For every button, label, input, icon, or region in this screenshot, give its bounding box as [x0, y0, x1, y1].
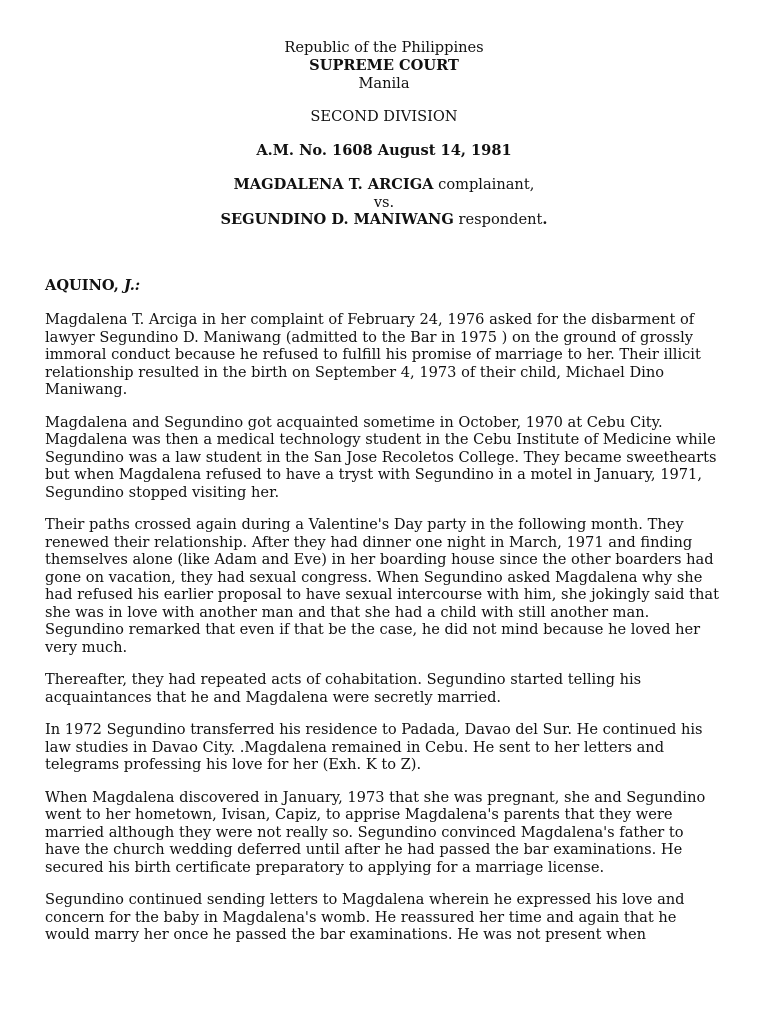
- paragraph-line: Magdalena was then a medical technology student in the Cebu Institute of Medicine while: [45, 431, 716, 448]
- ponente-title: J.:: [123, 277, 141, 294]
- city-line: Manila: [358, 75, 410, 92]
- paragraph-line: Segundino remarked that even if that be the case, he did not mind because he loved her: [45, 621, 701, 638]
- paragraph: [45, 721, 725, 774]
- paragraph-line: acquaintances that he and Magdalena were secretly married.: [45, 688, 502, 706]
- paragraph-line: have the church wedding deferred until after he had passed the bar examinations. He: [45, 841, 683, 858]
- respondent-name: SEGUNDINO D. MANIWANG: [220, 211, 454, 228]
- complainant-role: complainant,: [433, 176, 535, 193]
- case-number: A.M. No. 1608 August 14, 1981: [256, 142, 512, 159]
- paragraph-line: When Magdalena discovered in January, 1973 that she was pregnant, she and Segundino: [45, 788, 706, 806]
- paragraph-line: but when Magdalena refused to have a tryst with Segundino in a motel in January, 1971,: [45, 466, 702, 483]
- paragraph-line: renewed their relationship. After they had dinner one night in March, 1971 and finding: [45, 533, 693, 551]
- ponente-name: AQUINO,: [45, 277, 124, 294]
- paragraph-line: Magdalena T. Arciga in her complaint of February 24, 1976 asked for the disbarment of: [45, 311, 695, 328]
- paragraph-line: she was in love with another man and that she had a child with still another man.: [45, 603, 650, 621]
- paragraph-line: immoral conduct because he refused to fulfill his promise of marriage to her. Their illicit: [45, 346, 701, 363]
- paragraph-line: concern for the baby in Magdalena's womb. He reassured her time and again that he: [45, 908, 677, 926]
- paragraph: [45, 516, 725, 656]
- versus-line: vs.: [373, 194, 395, 211]
- paragraph: [45, 789, 725, 877]
- paragraph-line: relationship resulted in the birth on September 4, 1973 of their child, Michael Dino: [45, 363, 665, 381]
- paragraph-line: Magdalena and Segundino got acquainted sometime in October, 1970 at Cebu City.: [45, 413, 663, 431]
- paragraph-line: married although they were not really so. Segundino convinced Magdalena's father to: [45, 823, 684, 841]
- paragraph-line: Maniwang.: [45, 381, 128, 398]
- paragraph: [45, 414, 725, 502]
- paragraph-line: Segundino was a law student in the San Jose Recoletos College. They became sweethearts: [45, 448, 717, 466]
- paragraph: [45, 891, 725, 944]
- paragraph: [45, 671, 725, 706]
- ponente-line: [45, 277, 725, 295]
- paragraph-line: very much.: [45, 638, 128, 656]
- division-line: SECOND DIVISION: [310, 108, 458, 125]
- paragraph-line: went to her hometown, Ivisan, Capiz, to apprise Magdalena's parents that they were: [45, 806, 673, 823]
- paragraph-line: gone on vacation, they had sexual congress. When Segundino asked Magdalena why she: [45, 568, 703, 586]
- court-name: SUPREME COURT: [309, 57, 459, 74]
- complainant-name: MAGDALENA T. ARCIGA: [233, 176, 434, 193]
- paragraph: [45, 311, 725, 399]
- paragraph-line: Segundino stopped visiting her.: [45, 483, 280, 501]
- respondent-end: .: [542, 211, 548, 228]
- paragraph-line: telegrams professing his love for her (Exh. K to Z).: [45, 756, 422, 773]
- complainant-line: [0, 176, 768, 194]
- paragraph-line: themselves alone (like Adam and Eve) in her boarding house since the other boarders had: [45, 551, 714, 568]
- country-line: Republic of the Philippines: [284, 39, 484, 56]
- paragraph-line: Thereafter, they had repeated acts of cohabitation. Segundino started telling his: [45, 671, 642, 688]
- paragraph-line: law studies in Davao City. .Magdalena remained in Cebu. He sent to her letters and: [45, 738, 665, 756]
- paragraph-line: had refused his earlier proposal to have sexual intercourse with him, she jokingly said that: [45, 586, 719, 603]
- decision-body: [45, 311, 725, 959]
- paragraph-line: secured his birth certificate preparatory to applying for a marriage license.: [45, 858, 605, 876]
- paragraph-line: Their paths crossed again during a Valentine's Day party in the following month. They: [45, 516, 684, 533]
- paragraph-line: would marry her once he passed the bar examinations. He was not present when: [45, 926, 647, 943]
- paragraph-line: Segundino continued sending letters to Magdalena wherein he expressed his love and: [45, 891, 685, 908]
- paragraph-line: lawyer Segundino D. Maniwang (admitted to the Bar in 1975 ) on the ground of grossly: [45, 328, 694, 346]
- respondent-role: respondent: [453, 211, 543, 228]
- paragraph-line: In 1972 Segundino transferred his residence to Padada, Davao del Sur. He continued his: [45, 721, 703, 738]
- respondent-line: [0, 211, 768, 229]
